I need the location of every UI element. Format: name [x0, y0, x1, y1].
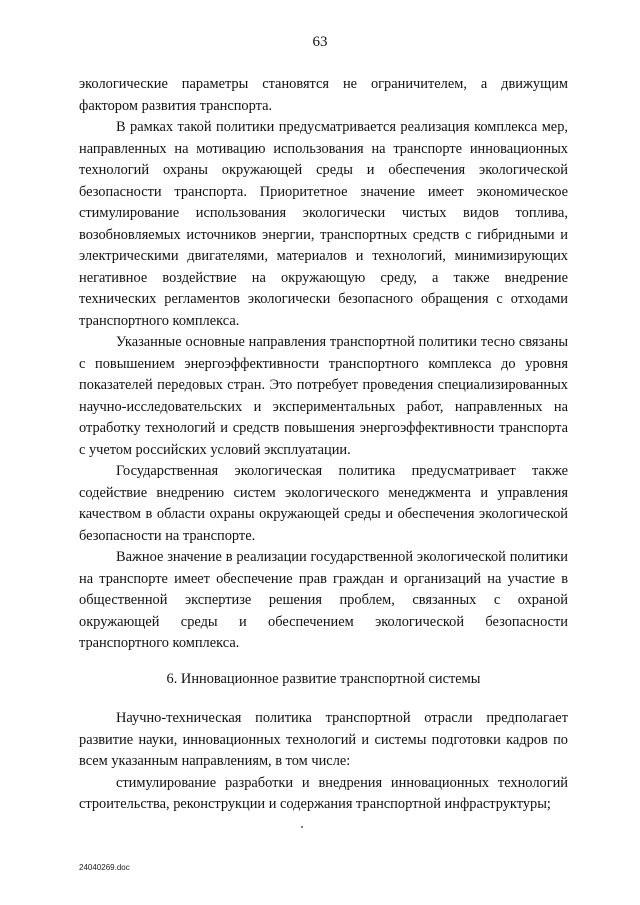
paragraph: Важное значение в реализации государственной экологической политики на транспорте имеет обеспечение прав граждан и организаций на участие в общественной экспертизе решения проблем, связанных с охраной окружающей среды и обеспечением экологической безопасности транспортного комплекса.: [79, 549, 568, 651]
list-item: стимулирование разработки и внедрения инновационных технологий строительства, реконструкции и содержания транспортной инфраструктуры;: [79, 774, 568, 812]
paragraph-continuation: экологические параметры становятся не ограничителем, а движущим фактором развития транспорта.: [79, 76, 568, 114]
paragraph: Научно-техническая политика транспортной отрасли предполагает развитие науки, инновационных технологий и системы подготовки кадров по всем указанным направлениям, в том числе:: [79, 710, 568, 769]
section-heading: 6. Инновационное развитие транспортной системы: [166, 670, 481, 687]
scan-artifact-dot: [301, 826, 303, 828]
paragraph: Указанные основные направления транспортной политики тесно связаны с повышением энергоэффективности транспортного комплекса до уровня показателей передовых стран. Это потребует проведения специализированных научно-исследовательских и экспериментальных работ, направленных на отработку технологий и средств повышения энергоэффективности транспорта с учетом российских условий эксплуатации.: [79, 334, 568, 458]
document-body: [79, 74, 568, 816]
paragraph: В рамках такой политики предусматривается реализация комплекса мер, направленных на мотивацию использования на транспорте инновационных технологий охраны окружающей среды и обеспечения экологической безопасности транспорта. Приоритетное значение имеет экономическое стимулирование использования экологически чистых видов топлива, возобновляемых источников энергии, транспортных средств с гибридными и электрическими двигателями, материалов и технологий, минимизирующих негативное воздействие на окружающую среду, а также внедрение технических регламентов экологически безопасного обращения с отходами транспортного комплекса.: [79, 119, 568, 329]
paragraph: Государственная экологическая политика предусматривает также содействие внедрению систем экологического менеджмента и управления качеством в области охраны окружающей среды и обеспечения экологической безопасности на транспорте.: [79, 463, 568, 544]
page-number: 63: [312, 34, 328, 50]
footer-filename: 24040269.doc: [79, 863, 130, 872]
